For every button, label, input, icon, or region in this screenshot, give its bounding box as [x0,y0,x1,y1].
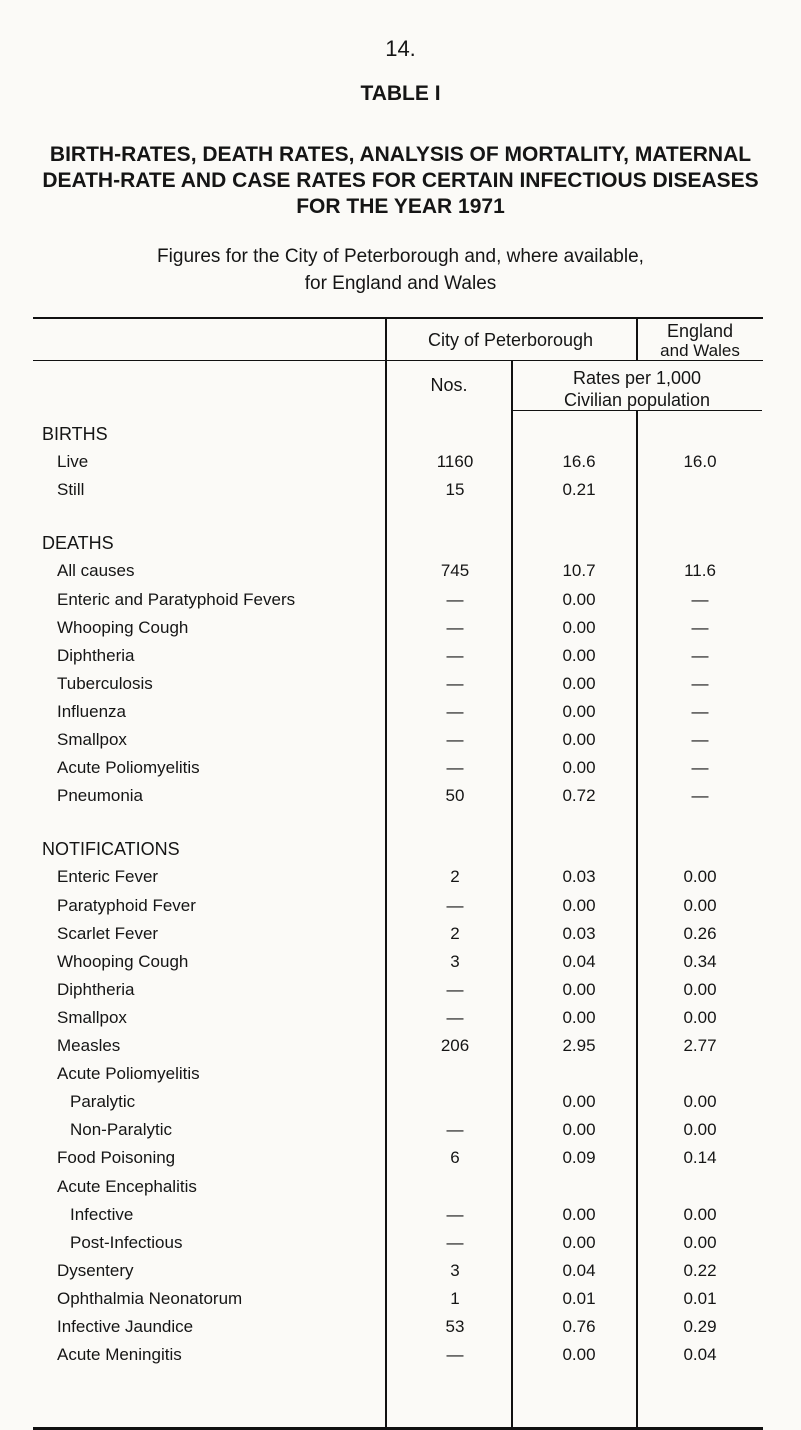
table-row [0,782,801,810]
table-row [0,1116,801,1144]
section-heading [0,529,801,557]
cell-nos: 745 [440,561,470,581]
row-label: BIRTHS [42,424,108,444]
row-label: Scarlet Fever [57,923,159,943]
row-label: Infective [70,1204,134,1224]
table-row [0,726,801,754]
row-label: Infective Jaundice [57,1317,194,1336]
row-label: Acute Poliomyelitis [57,1064,200,1084]
table-row [0,670,801,698]
cell-england-wales: 0.00 [683,1007,717,1027]
cell-nos: 53 [445,1317,465,1336]
table-row [0,863,801,891]
cell-nos: — [446,1232,464,1252]
cell-rate: 0.01 [562,1288,596,1308]
table-row [0,1229,801,1257]
cell-nos: 6 [450,1148,460,1168]
table-row [0,1088,801,1116]
cell-rate: 0.76 [562,1317,596,1336]
row-label: Non-Paralytic [70,1120,173,1140]
cell-nos: — [446,979,464,999]
table-row [0,976,801,1004]
table-row [0,1004,801,1032]
row-label: Post-Infectious [70,1232,183,1252]
table-row [0,1032,801,1060]
table-row [0,754,801,782]
row-label: Dysentery [57,1260,134,1280]
row-label: Acute Meningitis [57,1345,182,1365]
row-label: Still [57,480,85,500]
cell-rate: 0.00 [562,589,596,609]
subtitle-line-2: for England and Wales [304,273,497,294]
cell-rate: 0.00 [562,701,596,721]
cell-rate: 0.04 [562,951,596,971]
table-row [0,948,801,976]
cell-rate: 0.72 [562,786,596,806]
cell-rate: 0.00 [562,895,596,915]
cell-rate: 0.09 [562,1148,596,1168]
cell-nos: — [446,1204,464,1224]
row-label: Diphtheria [57,979,135,999]
table-row [0,1257,801,1285]
cell-rate: 0.21 [562,480,596,500]
row-label: Enteric and Paratyphoid Fevers [57,589,296,609]
cell-england-wales: 2.77 [683,1036,717,1055]
row-label: Tuberculosis [57,673,153,693]
section-heading [0,835,801,863]
cell-nos: — [446,1120,464,1140]
row-label: Measles [57,1036,121,1055]
row-label: Enteric Fever [57,867,159,887]
cell-rate: 0.00 [562,645,596,665]
title-line-1: BIRTH-RATES, DEATH RATES, ANALYSIS OF MORTALITY, MATERNAL [49,143,752,166]
row-label: Paratyphoid Fever [57,895,196,915]
table-row [0,920,801,948]
table-row [0,1313,801,1341]
table-row [0,1201,801,1229]
cell-nos: 206 [440,1036,470,1055]
cell-england-wales: 0.00 [683,1204,717,1224]
cell-england-wales: — [691,758,709,778]
table-row [0,1144,801,1172]
cell-nos: — [446,1007,464,1027]
cell-nos: — [446,730,464,749]
row-label: Acute Encephalitis [57,1176,197,1196]
cell-rate: 16.6 [562,452,596,472]
cell-rate: 0.04 [562,1260,596,1280]
row-label: Whooping Cough [57,951,189,971]
cell-england-wales: 0.34 [683,951,717,971]
cell-england-wales: 0.29 [683,1317,717,1336]
cell-england-wales: 0.00 [683,1120,717,1140]
cell-nos: 3 [450,951,460,971]
row-label: All causes [57,561,135,581]
table-row [0,1285,801,1313]
row-label: Food Poisoning [57,1148,176,1168]
cell-nos: 1160 [436,452,474,472]
row-label: Ophthalmia Neonatorum [57,1288,243,1308]
cell-rate: 0.00 [562,617,596,637]
cell-england-wales: — [691,701,709,721]
cell-rate: 0.00 [562,979,596,999]
cell-rate: 0.00 [562,1007,596,1027]
table-row [0,1341,801,1369]
cell-nos: — [446,645,464,665]
row-label: NOTIFICATIONS [42,839,180,860]
cell-england-wales: 0.04 [683,1345,717,1365]
cell-nos: — [446,1345,464,1365]
table-label: TABLE I [360,82,441,105]
row-label: Smallpox [57,730,127,749]
cell-england-wales: 0.00 [683,1232,717,1252]
header-nos: Nos. [430,375,468,395]
table-row [0,642,801,670]
header-city: City of Peterborough [427,330,594,350]
row-label: Whooping Cough [57,617,189,637]
cell-rate: 0.00 [562,730,596,749]
row-label: Pneumonia [57,786,144,806]
cell-nos: — [446,758,464,778]
cell-rate: 0.03 [562,923,596,943]
table-row [0,892,801,920]
cell-england-wales: 0.26 [683,923,717,943]
cell-england-wales: 11.6 [684,561,716,581]
row-label: DEATHS [42,533,114,554]
table-row [0,586,801,614]
section-heading [0,420,801,448]
cell-england-wales: 0.00 [683,867,717,887]
cell-nos: 3 [450,1260,460,1280]
table-top-rule [33,317,763,319]
header-ew-1: England [666,321,734,341]
title-line-2: DEATH-RATE AND CASE RATES FOR CERTAIN INFECTIOUS DISEASES [42,169,759,192]
cell-nos: — [446,617,464,637]
table-row [0,698,801,726]
cell-england-wales: — [691,645,709,665]
cell-england-wales: 0.00 [683,1092,717,1112]
cell-england-wales: 0.00 [683,979,717,999]
cell-rate: 0.00 [562,1204,596,1224]
cell-england-wales: 16.0 [683,452,717,472]
page-number: 14. [385,36,416,61]
cell-rate: 2.95 [562,1036,596,1055]
cell-england-wales: — [691,730,709,749]
table-row [0,1173,801,1201]
cell-england-wales: — [691,589,709,609]
title-line-3: FOR THE YEAR 1971 [296,195,505,218]
table-row [0,476,801,504]
cell-nos: — [446,701,464,721]
cell-england-wales: — [691,786,709,806]
cell-rate: 0.00 [562,673,596,693]
cell-nos: — [446,895,464,915]
cell-nos: — [446,673,464,693]
cell-rate: 0.00 [562,1232,596,1252]
cell-england-wales: 0.01 [683,1288,717,1308]
row-label: Live [57,452,89,472]
header-rates-1: Rates per 1,000 [572,368,702,388]
cell-rate: 0.03 [562,867,596,887]
row-label: Smallpox [57,1007,127,1027]
cell-nos: 50 [445,786,465,806]
cell-rate: 0.00 [562,1092,596,1112]
row-label: Influenza [57,701,126,721]
table-row [0,614,801,642]
cell-nos: 1 [450,1288,460,1308]
table-row [0,557,801,585]
row-label: Acute Poliomyelitis [57,758,200,778]
header-rates-2: Civilian population [563,390,711,410]
cell-england-wales: 0.14 [683,1148,717,1168]
row-label: Paralytic [70,1092,136,1112]
cell-rate: 0.00 [562,1120,596,1140]
cell-england-wales: 0.00 [683,895,717,915]
cell-rate: 0.00 [562,758,596,778]
header-ew-2: and Wales [660,341,740,360]
cell-nos: 2 [450,867,460,887]
cell-england-wales: 0.22 [683,1260,717,1280]
cell-england-wales: — [691,617,709,637]
cell-rate: 0.00 [562,1345,596,1365]
row-label: Diphtheria [57,645,135,665]
cell-nos: 15 [445,480,465,500]
cell-nos: — [446,589,464,609]
cell-rate: 10.7 [562,561,596,581]
cell-nos: 2 [450,923,460,943]
table-row [0,448,801,476]
cell-england-wales: — [691,673,709,693]
subtitle-line-1: Figures for the City of Peterborough and, where available, [157,246,644,267]
table-row [0,1060,801,1088]
